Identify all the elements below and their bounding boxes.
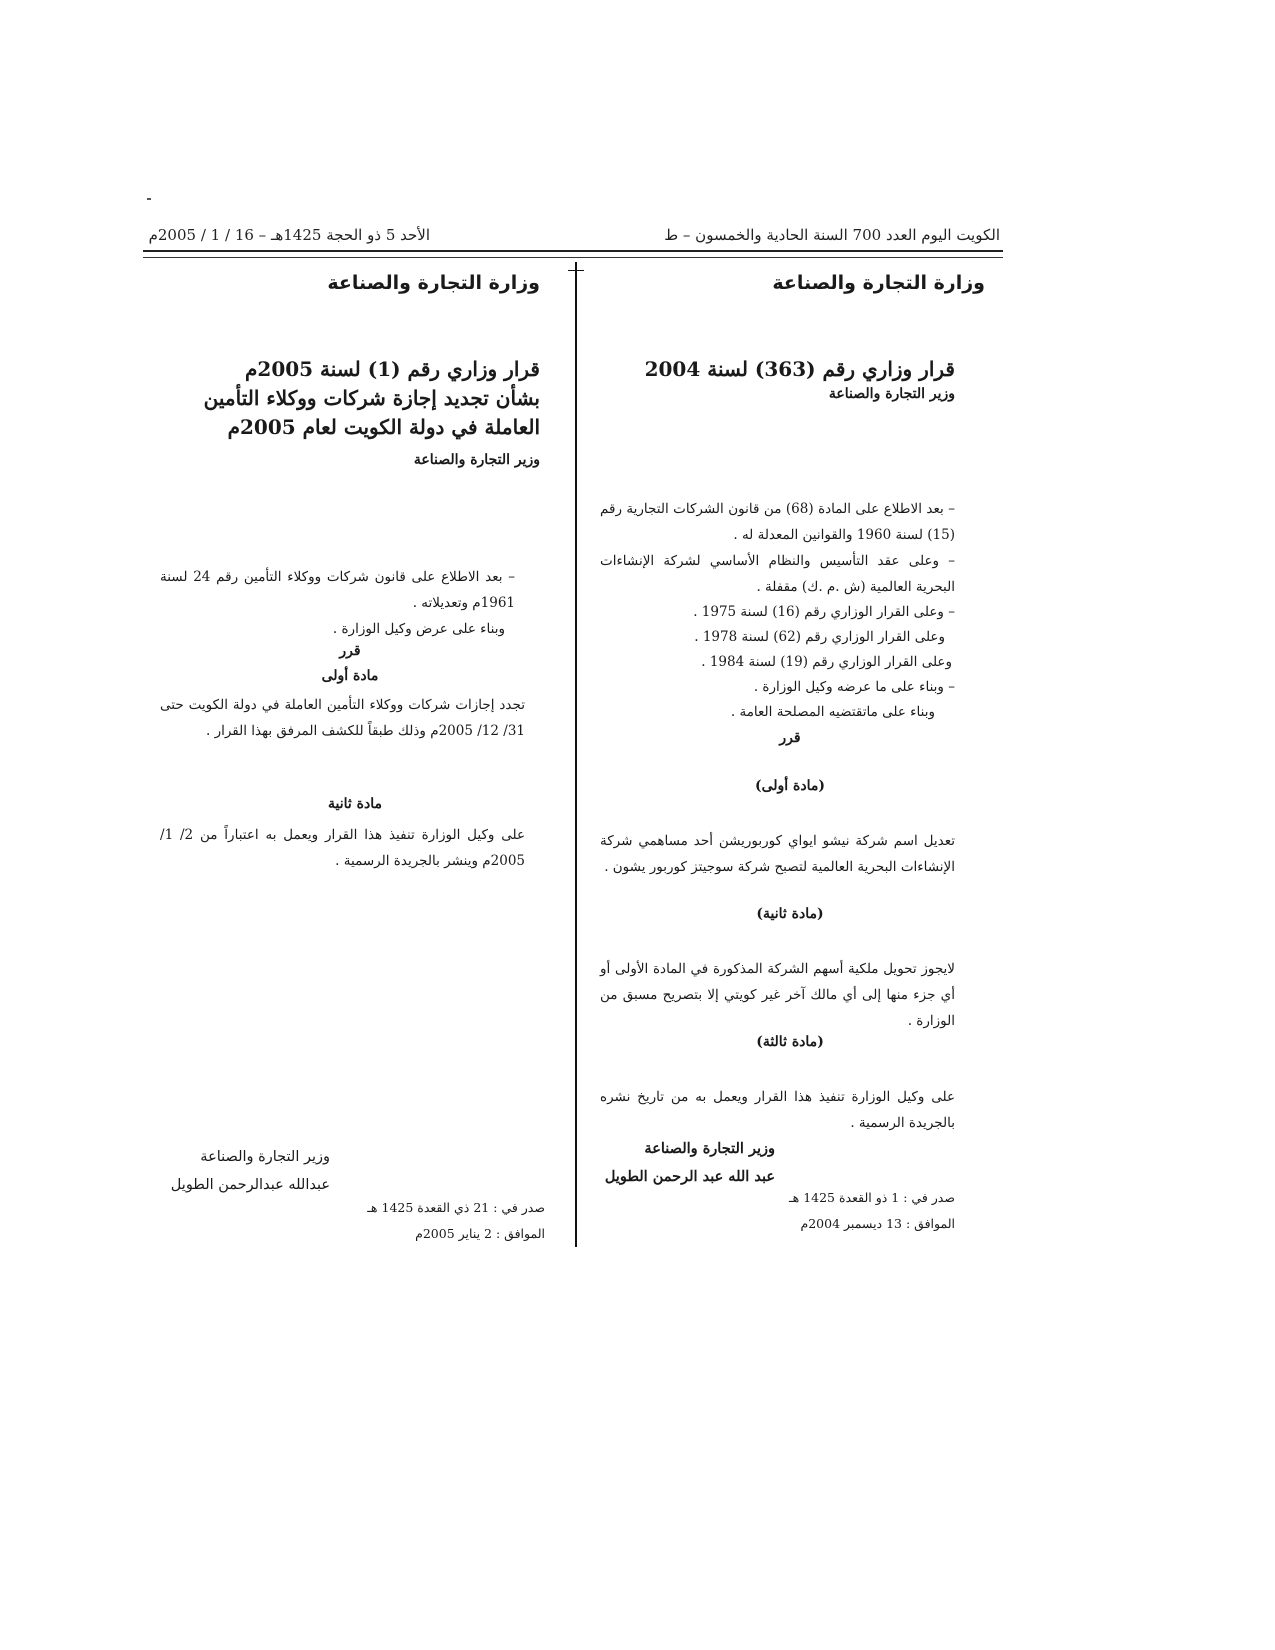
preamble-item: – وعلى عقد التأسيس والنظام الأساسي لشركة الإنشاءات البحرية العالمية (ش .م .ك) مقفلة . — [600, 553, 955, 595]
decree-title: قرار وزاري رقم (363) لسنة 2004 — [644, 357, 955, 381]
column-divider-cap — [568, 270, 584, 271]
scan-speck — [147, 198, 151, 200]
preamble-item: – وعلى القرار الوزاري رقم (16) لسنة 1975 . — [693, 604, 955, 620]
article-2-text: لايجوز تحويل ملكية أسهم الشركة المذكورة في المادة الأولى أو أي جزء منها إلى أي مالك آخر غير كويتي إلا بتصريح مسبق من الوزارة . — [600, 961, 955, 1029]
header-date: الأحد 5 ذو الحجة 1425هـ – 16 / 1 / 2005م — [148, 226, 430, 244]
issuing-minister: وزير التجارة والصناعة — [413, 452, 540, 468]
header-issue-info: الكويت اليوم العدد 700 السنة الحادية والخمسون – ط — [664, 226, 1000, 244]
signatory-title: وزير التجارة والصناعة — [644, 1140, 775, 1157]
issuing-minister: وزير التجارة والصناعة — [828, 386, 955, 402]
decree-title-line: بشأن تجديد إجازة شركات ووكلاء التأمين — [203, 386, 540, 410]
article-2-text: على وكيل الوزارة تنفيذ هذا القرار ويعمل به اعتباراً من 2/ 1/ 2005م وينشر بالجريدة الرسمية . — [160, 827, 526, 869]
article-1-heading: (مادة أولى) — [754, 778, 826, 794]
header-rule — [143, 250, 1003, 252]
decided-heading: قرر — [339, 643, 361, 659]
corresponding-date: الموافق : 2 يناير 2005م — [415, 1226, 545, 1241]
preamble — [600, 496, 955, 600]
preamble-item: وبناء على ماتقتضيه المصلحة العامة . — [730, 704, 935, 720]
ministry-heading: وزارة التجارة والصناعة — [327, 272, 540, 294]
article-2-heading: (مادة ثانية) — [756, 906, 824, 922]
column-divider — [575, 262, 577, 1247]
signatory-title: وزير التجارة والصناعة — [200, 1149, 330, 1165]
decree-title-line: العاملة في دولة الكويت لعام 2005م — [227, 415, 540, 439]
preamble-item: وبناء على عرض وكيل الوزارة . — [332, 621, 505, 637]
article-3-heading: (مادة ثالثة) — [756, 1034, 824, 1050]
preamble-item: – بعد الاطلاع على المادة (68) من قانون الشركات التجارية رقم (15) لسنة 1960 والقوانين المعدلة له . — [600, 501, 955, 543]
decree-title — [150, 355, 540, 442]
issue-date: صدر في : 1 ذو القعدة 1425 هـ — [788, 1190, 955, 1205]
article-1-heading: مادة أولى — [321, 668, 379, 684]
article-3-text: على وكيل الوزارة تنفيذ هذا القرار ويعمل به من تاريخ نشره بالجريدة الرسمية . — [600, 1089, 955, 1131]
decided-heading: قرر — [779, 730, 801, 746]
preamble-item: – بعد الاطلاع على قانون شركات ووكلاء التأمين رقم 24 لسنة 1961م وتعديلاته . — [160, 569, 515, 611]
ministry-heading: وزارة التجارة والصناعة — [772, 272, 985, 294]
article-1-text: تعديل اسم شركة نيشو ايواي كوربوريشن أحد مساهمي شركة الإنشاءات البحرية العالمية لتصبح شركة سوجيتز كوربور يشون . — [600, 833, 955, 875]
signatory-name: عبدالله عبدالرحمن الطويل — [170, 1177, 330, 1193]
issue-date: صدر في : 21 ذي القعدة 1425 هـ — [367, 1200, 545, 1215]
header-rule-secondary — [143, 257, 1003, 258]
article-2-heading: مادة ثانية — [328, 796, 382, 812]
article-1-text: تجدد إجازات شركات ووكلاء التأمين العاملة في دولة الكويت حتى 31/ 12/ 2005م وذلك طبقاً للكشف المرفق بهذا القرار . — [160, 697, 525, 739]
signatory-name: عبد الله عبد الرحمن الطويل — [604, 1168, 775, 1185]
preamble-item: وعلى القرار الوزاري رقم (19) لسنة 1984 . — [701, 654, 952, 670]
preamble-item: – وبناء على ما عرضه وكيل الوزارة . — [753, 679, 955, 695]
decree-title-line: قرار وزاري رقم (1) لسنة 2005م — [245, 357, 540, 381]
corresponding-date: الموافق : 13 ديسمبر 2004م — [800, 1216, 955, 1231]
preamble-item: وعلى القرار الوزاري رقم (62) لسنة 1978 . — [694, 629, 945, 645]
